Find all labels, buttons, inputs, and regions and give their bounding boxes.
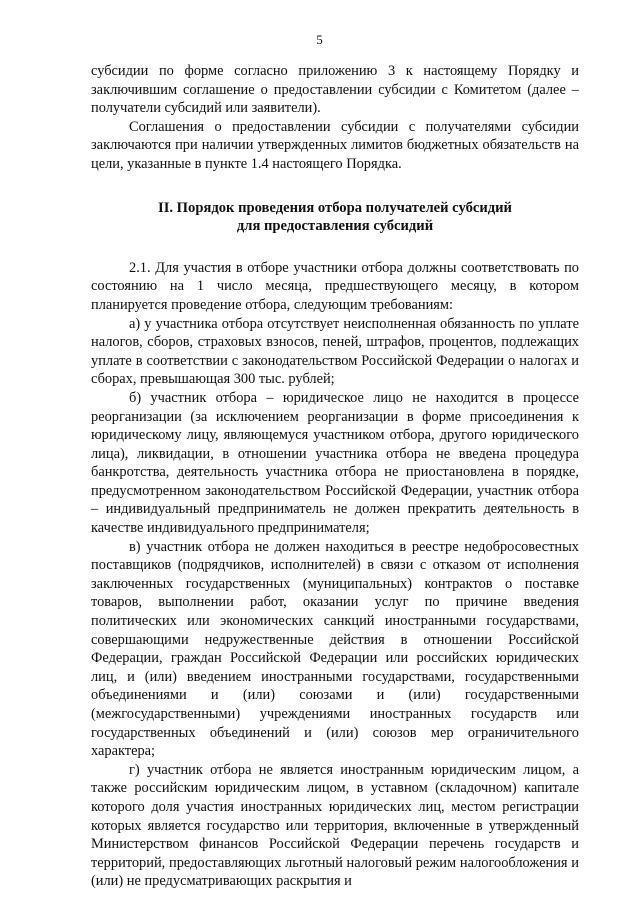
section-heading-line-1: II. Порядок проведения отбора получателей субсидий — [158, 199, 512, 216]
section-heading-line-2: для предоставления субсидий — [236, 218, 434, 235]
document-body — [91, 62, 579, 891]
paragraph-item-b: б) участник отбора – юридическое лицо не находится в процессе реорганизации (за исключением реорганизации в форме присоединения к юридическому лицу, являющемуся участником отбора, другого юридического лица), ликвидации, в отношении участника отбора не введена процедура банкротства, деятельность участника отбора не приостановлена в порядке, предусмотренном законодательством Российской Федерации, участник отбора – индивидуальный предприниматель не должен прекратить деятельность в качестве индивидуального предпринимателя; — [91, 389, 579, 537]
section-heading — [91, 199, 579, 236]
paragraph-item-g: г) участник отбора не является иностранным юридическим лицом, а также российским юридическим лицом, в уставном (складочном) капитале которого доля участия иностранных юридических лиц, местом регистрации которых является государство или территория, включенные в утвержденный Министерством финансов Российской Федерации перечень государств и территорий, предоставляющих льготный налоговый режим налогообложения и (или) не предусматривающих раскрытия и — [91, 761, 579, 890]
page-number: 5 — [316, 32, 323, 47]
paragraph-intro-1: субсидии по форме согласно приложению 3 к настоящему Порядку и заключившим соглашение о предоставлении субсидии с Комитетом (далее – получатели субсидий или заявители). — [91, 63, 579, 117]
paragraph-item-v: в) участник отбора не должен находиться в реестре недобросовестных поставщиков (подрядчиков, исполнителей) в связи с отказом от исполнения заключенных государственных (муниципальных) контрактов о поставке товаров, выполнении работ, оказании услуг по причине введения политических или экономических санкций иностранными государствами, совершающими недружественные действия в отношении Российской Федерации, граждан Российской Федерации или российских юридических лиц, и (или) введением иностранными государствами, государственными объединениями и (или) союзами и (или) государственными (межгосударственными) учреждениями иностранных государств или государственных объединений и (или) союзов мер ограничительного характера; — [91, 538, 579, 760]
paragraph-2-1: 2.1. Для участия в отборе участники отбора должны соответствовать по состоянию на 1 число месяца, предшествующего месяцу, в котором планируется проведение отбора, следующим требованиям: — [91, 259, 579, 313]
paragraph-item-a: а) у участника отбора отсутствует неисполненная обязанность по уплате налогов, сборов, страховых взносов, пеней, штрафов, процентов, подлежащих уплате в соответствии с законодательством Российской Федерации о налогах и сборах, превышающая 300 тыс. рублей; — [91, 315, 579, 388]
paragraph-intro-2: Соглашения о предоставлении субсидии с получателями субсидии заключаются при наличии утвержденных лимитов бюджетных обязательств на цели, указанные в пункте 1.4 настоящего Порядка. — [91, 118, 579, 172]
